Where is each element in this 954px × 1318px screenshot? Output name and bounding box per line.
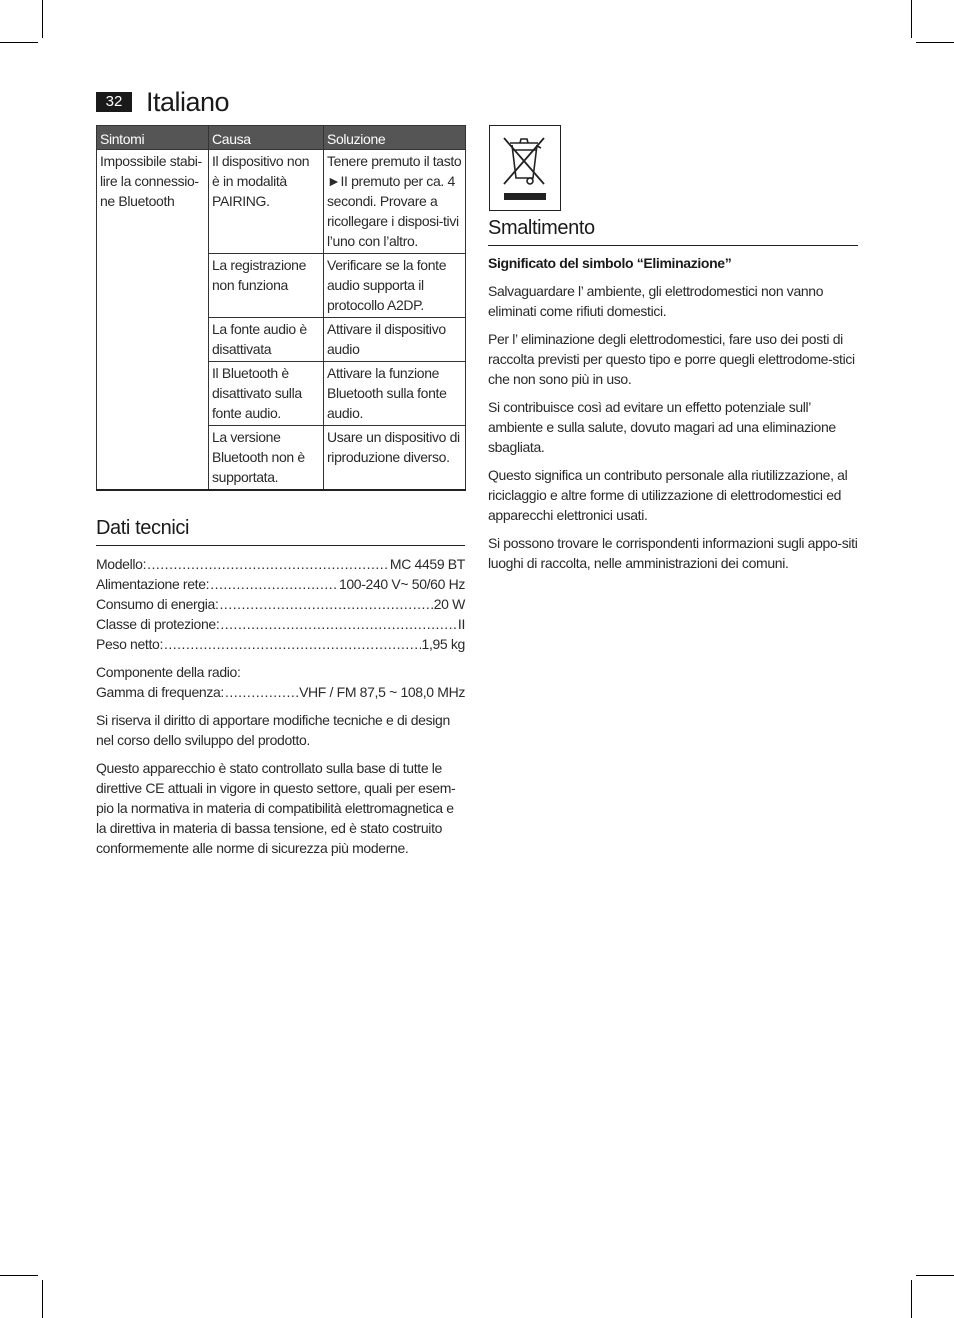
solution-cell: Verificare se la fonte audio supporta il protocollo A2DP. (324, 254, 466, 318)
crop-mark (916, 42, 954, 43)
left-column (96, 125, 465, 866)
column-header-symptoms: Sintomi (97, 126, 209, 150)
table-header-row (97, 126, 466, 150)
radio-heading: Componente della radio: (96, 664, 241, 680)
solution-cell: Attivare il dispositivo audio (324, 318, 466, 362)
paragraph: Si riserva il diritto di apportare modifiche tecniche e di design nel corso dello sviluppo del prodotto. (96, 712, 450, 748)
spec-value: MC 4459 BT (389, 556, 465, 572)
disposal-title: Smaltimento (488, 215, 858, 246)
paragraph: Si contribuisce così ad evitare un effetto potenziale sull’ ambiente e sulla salute, dovuto magari ad una eliminazione sbagliata. (488, 399, 836, 455)
cause-cell: Il Bluetooth è disattivato sulla fonte audio. (209, 362, 324, 426)
paragraph: Per l’ eliminazione degli elettrodomestici, fare uso dei posti di raccolta previsti per questo tipo e porre quegli elettrodome-stici che non sono più in uso. (488, 331, 855, 387)
spec-row (96, 614, 465, 634)
column-header-solution: Soluzione (324, 126, 466, 150)
spec-row (96, 574, 465, 594)
crop-mark (0, 1275, 38, 1276)
paragraph: Questo apparecchio è stato controllato sulla base di tutte le direttive CE attuali in vigore in questo settore, quali per esem-pio la normativa in materia di compatibilità elettromagnetica e la direttiva in materia di bassa tensione, ed è stato costruito conformemente alle norme di sicurezza più moderne. (96, 760, 456, 856)
spec-label: Peso netto: (96, 636, 163, 652)
crop-mark (0, 42, 38, 43)
cause-cell: La fonte audio è disattivata (209, 318, 324, 362)
spec-row (96, 634, 465, 654)
symptom-cell: Impossibile stabi-lire la connessio-ne Bluetooth (97, 150, 209, 491)
column-header-cause: Causa (209, 126, 324, 150)
spec-label: Modello: (96, 556, 147, 572)
spec-label: Alimentazione rete: (96, 576, 210, 592)
solution-cell: Attivare la funzione Bluetooth sulla fonte audio. (324, 362, 466, 426)
cause-cell: La versione Bluetooth non è supportata. (209, 426, 324, 491)
spec-list (96, 554, 465, 702)
table-row (97, 150, 466, 254)
spec-value: 100-240 V~ 50/60 Hz (338, 576, 465, 592)
spec-value: II (457, 616, 465, 632)
crop-mark (42, 0, 43, 38)
spec-row (96, 554, 465, 574)
spec-label: Gamma di frequenza: (96, 684, 224, 700)
disposal-subtitle: Significato del simbolo “Eliminazione” (488, 255, 732, 271)
paragraph: Si possono trovare le corrispondenti informazioni sugli appo-siti luoghi di raccolta, nelle amministrazioni dei comuni. (488, 535, 858, 571)
radio-block (96, 662, 465, 702)
spec-label: Classe di protezione: (96, 616, 220, 632)
right-column (488, 125, 858, 581)
spec-value: 1,95 kg (421, 636, 465, 652)
crop-mark (916, 1275, 954, 1276)
solution-cell: Tenere premuto il tasto ►II premuto per ca. 4 secondi. Provare a ricollegare i disposi-tivi l’uno con l’altro. (324, 150, 466, 254)
spec-row (96, 594, 465, 614)
paragraph: Salvaguardare l’ ambiente, gli elettrodomestici non vanno eliminati come rifiuti domestici. (488, 283, 824, 319)
crop-mark (911, 1280, 912, 1318)
troubleshooting-table (96, 125, 466, 491)
page-number: 32 (96, 92, 132, 112)
solution-cell: Usare un dispositivo di riproduzione diverso. (324, 426, 466, 491)
cause-cell: Il dispositivo non è in modalità PAIRING. (209, 150, 324, 254)
paragraph: Questo significa un contributo personale alla riutilizzazione, al riciclaggio e altre forme di utilizzazione di elettrodomestici ed apparecchi elettronici usati. (488, 467, 848, 523)
spec-value: VHF / FM 87,5 ~ 108,0 MHz (299, 684, 465, 700)
crop-mark (911, 0, 912, 38)
page-title: Italiano (146, 87, 230, 117)
crop-mark (42, 1280, 43, 1318)
spec-label: Consumo di energia: (96, 596, 219, 612)
spec-value: 20 W (433, 596, 465, 612)
crossed-out-wheelie-bin-icon (489, 125, 561, 211)
cause-cell: La registrazione non funziona (209, 254, 324, 318)
spec-row (96, 682, 465, 702)
tech-data-title: Dati tecnici (96, 515, 465, 546)
